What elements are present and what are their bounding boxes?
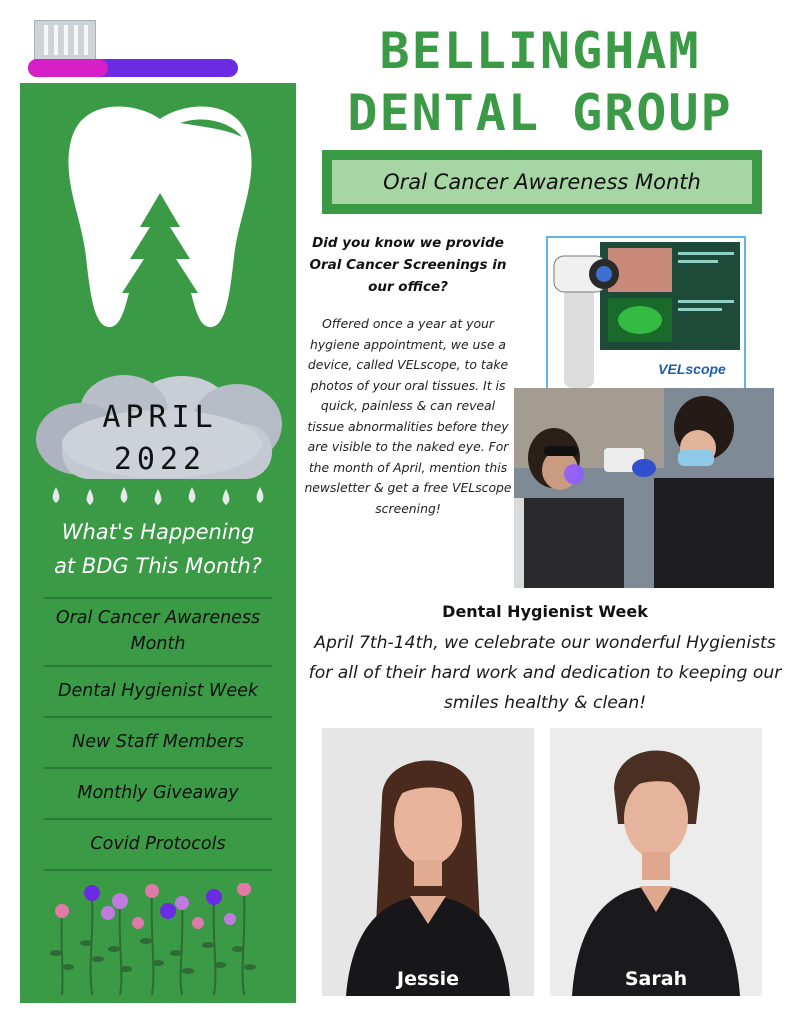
article-body: Offered once a year at your hygiene appointment, we use a device, called VELscope, to take photos of your oral tissues. It is quick, painless & can reveal tissue abnormalities before they are visible to the naked eye. For the month of April, mention this newsletter & get a free VELscope screening!	[304, 316, 512, 516]
year-label: 2022	[113, 442, 207, 477]
portrait-illustration	[550, 728, 762, 996]
staff-name-sarah: Sarah	[624, 968, 688, 990]
banner-label: Oral Cancer Awareness Month	[332, 160, 752, 204]
staff-photo-jessie	[322, 728, 534, 996]
list-item-oral-cancer: Oral Cancer Awareness Month	[44, 597, 272, 665]
raindrops-icon	[46, 485, 278, 507]
contents-list	[44, 597, 272, 871]
toothbrush-bristles-icon	[34, 20, 96, 60]
month-label: APRIL	[102, 400, 218, 435]
screening-illustration	[514, 388, 774, 588]
toothbrush-grip	[28, 59, 108, 77]
sidebar	[20, 83, 296, 1003]
section-banner	[322, 150, 762, 214]
portrait-illustration	[322, 728, 534, 996]
section-heading: What's Happening at BDG This Month?	[54, 520, 262, 578]
velscope-logo: VELscope	[658, 361, 726, 377]
hygienist-week-heading: Dental Hygienist Week	[442, 602, 648, 621]
velscope-device-image	[546, 236, 746, 390]
list-item-giveaway: Monthly Giveaway	[44, 767, 272, 818]
list-item-covid: Covid Protocols	[44, 818, 272, 871]
staff-photo-sarah	[550, 728, 762, 996]
hygienist-week-text: April 7th-14th, we celebrate our wonderful Hygienists for all of their hard work and dedication to keeping our smiles healthy & clean!	[308, 633, 782, 713]
tooth-tree-icon	[64, 97, 256, 329]
staff-name-jessie: Jessie	[397, 968, 459, 990]
flowers-illustration	[48, 883, 270, 995]
list-item-new-staff: New Staff Members	[44, 716, 272, 767]
list-item-hygienist-week: Dental Hygienist Week	[44, 665, 272, 716]
velscope-device-illustration	[548, 238, 744, 388]
page-title: BELLINGHAM DENTAL GROUP	[347, 22, 733, 142]
article-question: Did you know we provide Oral Cancer Screenings in our office?	[309, 235, 507, 295]
newsletter-date	[50, 397, 270, 481]
screening-photo	[514, 388, 774, 588]
